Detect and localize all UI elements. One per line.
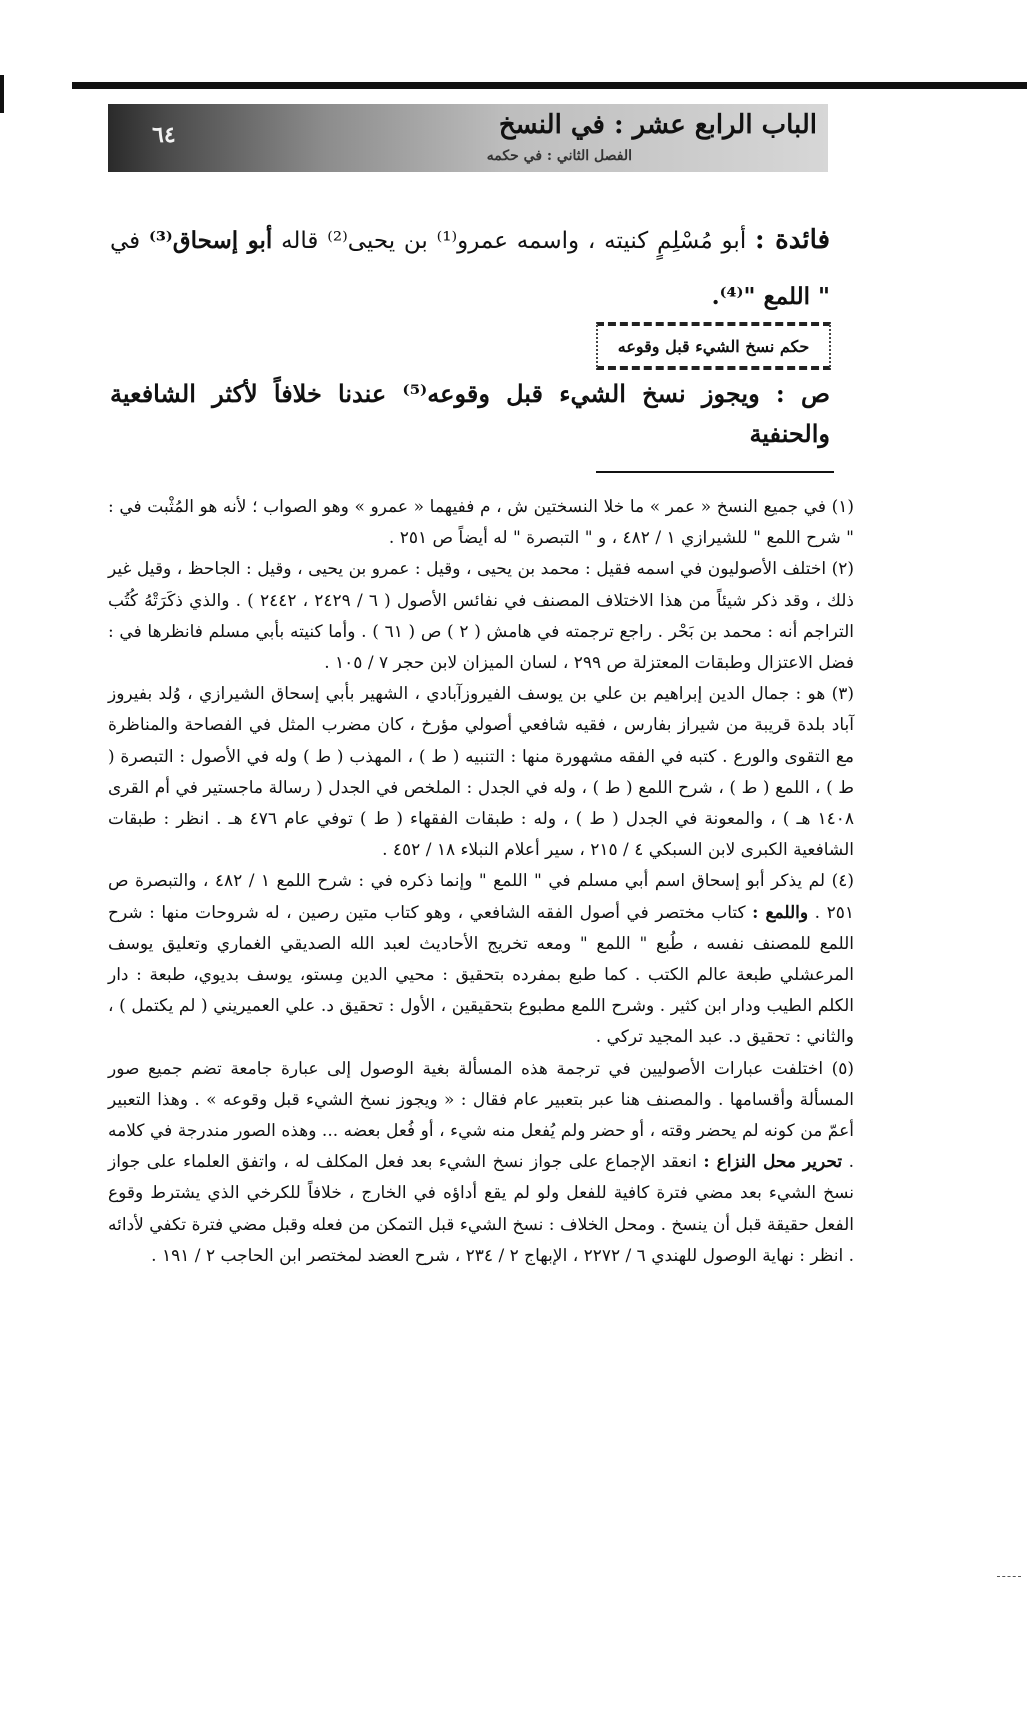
footnote-text: هو : جمال الدين إبراهيم بن علي بن يوسف الفيروزآبادي ، الشهير بأبي إسحاق الشيرازي ، وُلد بفيروز آباد بلدة قريبة من شيراز بفارس ، فقيه شافعي أصولي مؤرخ ، كان مضرب المثل في الفصاحة والمناظرة مع التقوى والورع . كتبه في الفقه مشهورة منها : التنبيه ( ط ) ، المهذب ( ط ) وله في الأصول : التبصرة ( ط ) ، اللمع ( ط ) ، شرح اللمع ( ط ) ، وله في الجدل : الملخص في الجدل ( رسالة ماجستير في أم القرى ١٤٠٨ هـ ) ، والمعونة في الجدل ( ط ) ، وله : طبقات الفقهاء ( ط ) توفي عام ٤٧٦ هـ . انظر : طبقات الشافعية الكبرى لابن السبكي ٤ / ٢١٥ ، سير أعلام النبلاء ١٨ / ٤٥٢ .	[108, 684, 854, 861]
footnote-text: اختلفت عبارات الأصوليين في ترجمة هذه المسألة بغية الوصول إلى عبارة جامعة تضم جميع صور المسألة وأقسامها . والمصنف هنا عبر بتعبير عام فقال : « ويجوز نسخ الشيء قبل وقوعه » . وهذا التعبير أعمّ من كونه لم يحضر وقته ، أو حضر ولم يُفعل منه شيء ، أو فُعل بعضه ... وهذه الصور مندرجة في كلامه .	[108, 1058, 855, 1173]
chapter-title: الباب الرابع عشر : في النسخ	[498, 110, 817, 140]
section-title: الفصل الثاني : في حكمه	[486, 148, 632, 164]
footnote-number: (٥)	[831, 1058, 854, 1079]
footnote-2	[108, 554, 854, 679]
lead-in: في	[110, 228, 141, 254]
footnote-number: (٤)	[831, 871, 855, 892]
top-rule	[72, 82, 1027, 89]
footnote-bold-term: تحرير محل النزاع :	[703, 1152, 843, 1173]
main-paragraph	[110, 212, 830, 325]
rule-statement: ص : ويجوز نسخ الشيء قبل وقوعه⁽⁵⁾ عندنا خلافاً لأكثر الشافعية والحنفية	[110, 379, 831, 448]
footnote-number: (١)	[831, 497, 854, 517]
footnote-text: انعقد الإجماع على جواز نسخ الشيء بعد فعل المكلف له ، واتفق العلماء على جواز نسخ الشيء بعد مضي فترة كافية للفعل ولو لم يقع أداؤه في الخارج ، خلافاً للكرخي الذي يشترط وقوع الفعل حقيقة قبل أن ينسخ . ومحل الخلاف : نسخ الشيء قبل التمكن من فعله وقبل مضي فترة تكفي لأدائه . انظر : نهاية الوصول للهندي ٦ / ٢٢٧٢ ، الإبهاج ٢ / ٢٣٤ ، شرح العضد لمختصر ابن الحاجب ٢ / ١٩١ .	[108, 1152, 854, 1266]
footnote-text: في جميع النسخ « عمر » ما خلا النسختين ش ، م ففيهما « عمرو » وهو الصواب ؛ لأنه هو المُثْبت في : " شرح اللمع " للشيرازي ١ / ٤٨٢ ، و " التبصرة " له أيضاً ص ٢٥١ .	[108, 497, 854, 549]
footnote-5	[108, 1054, 854, 1272]
footnote-1	[108, 492, 854, 554]
lead-label: فائدة :	[755, 225, 830, 255]
footnote-separator	[596, 471, 834, 473]
lead-author: أبو إسحاق⁽³⁾	[148, 227, 273, 254]
footnote-3	[108, 679, 854, 866]
side-heading-box	[596, 322, 831, 370]
footnote-text: لم يذكر أبو إسحاق اسم أبي مسلم في " اللمع " وإنما ذكره في : شرح اللمع ١ / ٤٨٢ ، والتبصرة ص ٢٥١ .	[108, 871, 855, 923]
scan-edge-mark	[0, 75, 4, 113]
footnotes	[108, 492, 854, 1272]
lead-book: " اللمع "⁽⁴⁾.	[711, 283, 830, 310]
footnote-bold-term: واللمع :	[752, 902, 809, 923]
lead-text: أبو مُسْلِمٍ كنيته ، واسمه عمرو⁽¹⁾ بن يحيى⁽²⁾ قاله	[281, 228, 747, 254]
page-number: ٦٤	[152, 122, 176, 148]
footnote-number: (٣)	[831, 684, 854, 705]
footnote-number: (٢)	[831, 559, 854, 580]
scan-margin-mark	[997, 1576, 1021, 1583]
footnote-text: اختلف الأصوليون في اسمه فقيل : محمد بن يحيى ، وقيل : عمرو بن يحيى ، وقيل : الجاحظ ، وقيل غير ذلك ، وقد ذكر شيئاً من هذا الاختلاف المصنف في نفائس الأصول ( ٦ / ٢٤٢٩ ، ٢٤٤٢ ) . والذي ذكَرَتْهُ كُتُب التراجم أنه : محمد بن بَحْر . راجع ترجمته في هامش ( ٢ ) ص ( ٦١ ) . وأما كنيته بأبي مسلم فانظرها في : فضل الاعتزال وطبقات المعتزلة ص ٢٩٩ ، لسان الميزان لابن حجر ٧ / ١٠٥ .	[108, 559, 855, 674]
side-heading: حكم نسخ الشيء قبل وقوعه	[617, 336, 810, 356]
footnote-4	[108, 866, 854, 1053]
footnote-text: كتاب مختصر في أصول الفقه الشافعي ، وهو كتاب متين رصين ، له شروحات منها : شرح اللمع للمصنف نفسه ، طُبع " اللمع " ومعه تخريج الأحاديث لعبد الله الصديقي الغماري وتعليق يوسف المرعشلي طبعة عالم الكتب . كما طبع بمفرده بتحقيق : محيي الدين مِستو، يوسف بديوي، طبعة : دار الكلم الطيب ودار ابن كثير . وشرح اللمع مطبوع بتحقيقين ، الأول : تحقيق د. علي العميريني ( لم يكتمل ) ، والثاني : تحقيق د. عبد المجيد تركي .	[108, 902, 854, 1048]
